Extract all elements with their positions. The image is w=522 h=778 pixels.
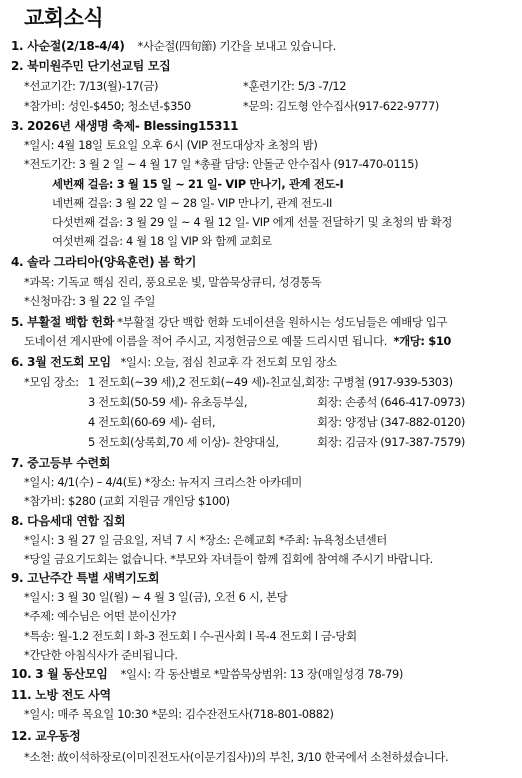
step-line: 다섯번째 걸음: 3 월 29 일 ~ 4 월 12 일- VIP 에게 선물 전달하기 및 초청의 밤 확정 [52, 215, 453, 229]
step-line: 세번째 걸음: 3 월 15 일 ~ 21 일- VIP 만나기, 관계 전도-I [52, 177, 344, 191]
item-detail: *전도기간: 3 월 2 일 ~ 4 월 17 일 *총괄 담당: 안돌군 안수집사 (917-470-0115) [24, 157, 419, 171]
item-heading: 1. 사순절(2/18-4/4) [11, 39, 125, 53]
group-line: 5 전도회(상록회,70 세 이상)- 찬양대실, [88, 435, 279, 449]
item-detail: *선교기간: 7/13(월)-17(금) [24, 79, 159, 93]
item-detail: *참가비: $280 (교회 지원금 개인당 $100) [24, 494, 230, 508]
item-detail: *일시: 매주 목요일 10:30 *문의: 김수잔전도사(718-801-0882) [24, 707, 334, 721]
place-label: *모임 장소: [24, 375, 79, 389]
group-line: 3 전도회(50-59 세)- 유초등부실, [88, 395, 248, 409]
page-title: 교회소식 [24, 6, 104, 30]
item-heading: 4. 솔라 그라티아(양육훈련) 봄 학기 [11, 255, 196, 269]
item-detail: *부활절 강단 백합 헌화 도네이션을 원하시는 성도님들은 예배당 입구 [117, 315, 448, 329]
item-heading: 8. 다음세대 연합 집회 [11, 514, 126, 528]
item-heading: 9. 고난주간 특별 새벽기도회 [11, 571, 160, 585]
step-line: 여섯번째 걸음: 4 월 18 일 VIP 와 함께 교회로 [52, 234, 272, 248]
news-item-10 [11, 666, 403, 682]
item-detail: *신청마감: 3 월 22 일 주일 [24, 294, 156, 308]
news-item-1 [11, 38, 336, 54]
group-contact: 회장: 김금자 (917-387-7579) [317, 435, 465, 449]
news-item-6 [11, 354, 337, 370]
item-detail: *일시: 각 동산별로 *말씀묵상범위: 13 장(매일성경 78-79) [120, 667, 403, 681]
item-detail: *간단한 아침식사가 준비됩니다. [24, 648, 178, 662]
item-detail: *일시: 3 월 27 일 금요일, 저녁 7 시 *장소: 은혜교회 *주최: 뉴욕청소년센터 [24, 533, 387, 547]
item-detail: 도네이션 게시판에 이름을 적어 주시고, 지정헌금으로 예물 드리시면 됩니다. [24, 334, 387, 348]
item-heading: 7. 중고등부 수련회 [11, 456, 111, 470]
item-heading: 12. 교우동정 [11, 729, 81, 743]
item-detail: *특송: 월-1.2 전도회 l 화-3 전도회 l 수-권사회 l 목-4 전도회 l 금-당회 [24, 629, 357, 643]
group-line: 4 전도회(60-69 세)- 쉼터, [88, 415, 216, 429]
item-heading: 2. 북미원주민 단기선교팀 모집 [11, 59, 171, 73]
item-detail: *일시: 오늘, 점심 친교후 각 전도회 모임 장소 [120, 355, 337, 369]
item-detail: *참가비: 성인-$450; 청소년-$350 [24, 99, 191, 113]
item-detail: *훈련기간: 5/3 -7/12 [243, 79, 347, 93]
item-heading: 6. 3월 전도회 모임 [11, 355, 111, 369]
price-label: *개당: $10 [393, 334, 451, 348]
item-heading: 11. 노방 전도 사역 [11, 688, 111, 702]
group-contact: 회장: 양정남 (347-882-0120) [317, 415, 465, 429]
item-detail: *당일 금요기도회는 없습니다. *부모와 자녀들이 함께 집회에 참여해 주시기 바랍니다. [24, 552, 433, 566]
news-item-5-cont [24, 333, 451, 349]
step-line: 네번째 걸음: 3 월 22 일 ~ 28 일- VIP 만나기, 관계 전도-II [52, 196, 332, 210]
item-detail: *주제: 예수님은 어떤 분이신가? [24, 609, 177, 623]
item-detail: *소천: 故이석하장로(이미진전도사(이문기집사))의 부친, 3/10 한국에서 소천하셨습니다. [24, 750, 449, 764]
group-contact: 회장: 손종석 (646-417-0973) [317, 395, 465, 409]
item-detail: *사순절(四旬節) 기간을 보내고 있습니다. [137, 39, 336, 53]
group-line: 1 전도회(~39 세),2 전도회(~49 세)-친교실,회장: 구병철 (917-939-5303) [88, 375, 453, 389]
item-detail: *문의: 김도형 안수집사(917-622-9777) [243, 99, 439, 113]
news-item-5 [11, 314, 447, 330]
item-detail: *과목: 기독교 핵심 진리, 풍요로운 빛, 말씀묵상큐티, 성경통독 [24, 275, 322, 289]
item-heading: 3. 2026년 새생명 축제- Blessing15311 [11, 119, 239, 133]
item-detail: *일시: 3 월 30 일(월) ~ 4 월 3 일(금), 오전 6 시, 본당 [24, 590, 288, 604]
item-detail: *일시: 4월 18일 토요일 오후 6시 (VIP 전도대상자 초청의 밤) [24, 138, 318, 152]
item-heading: 5. 부활절 백합 헌화 [11, 315, 114, 329]
item-detail: *일시: 4/1(수) – 4/4(토) *장소: 뉴저지 크리스찬 아카데미 [24, 475, 302, 489]
item-heading: 10. 3 월 동산모임 [11, 667, 108, 681]
